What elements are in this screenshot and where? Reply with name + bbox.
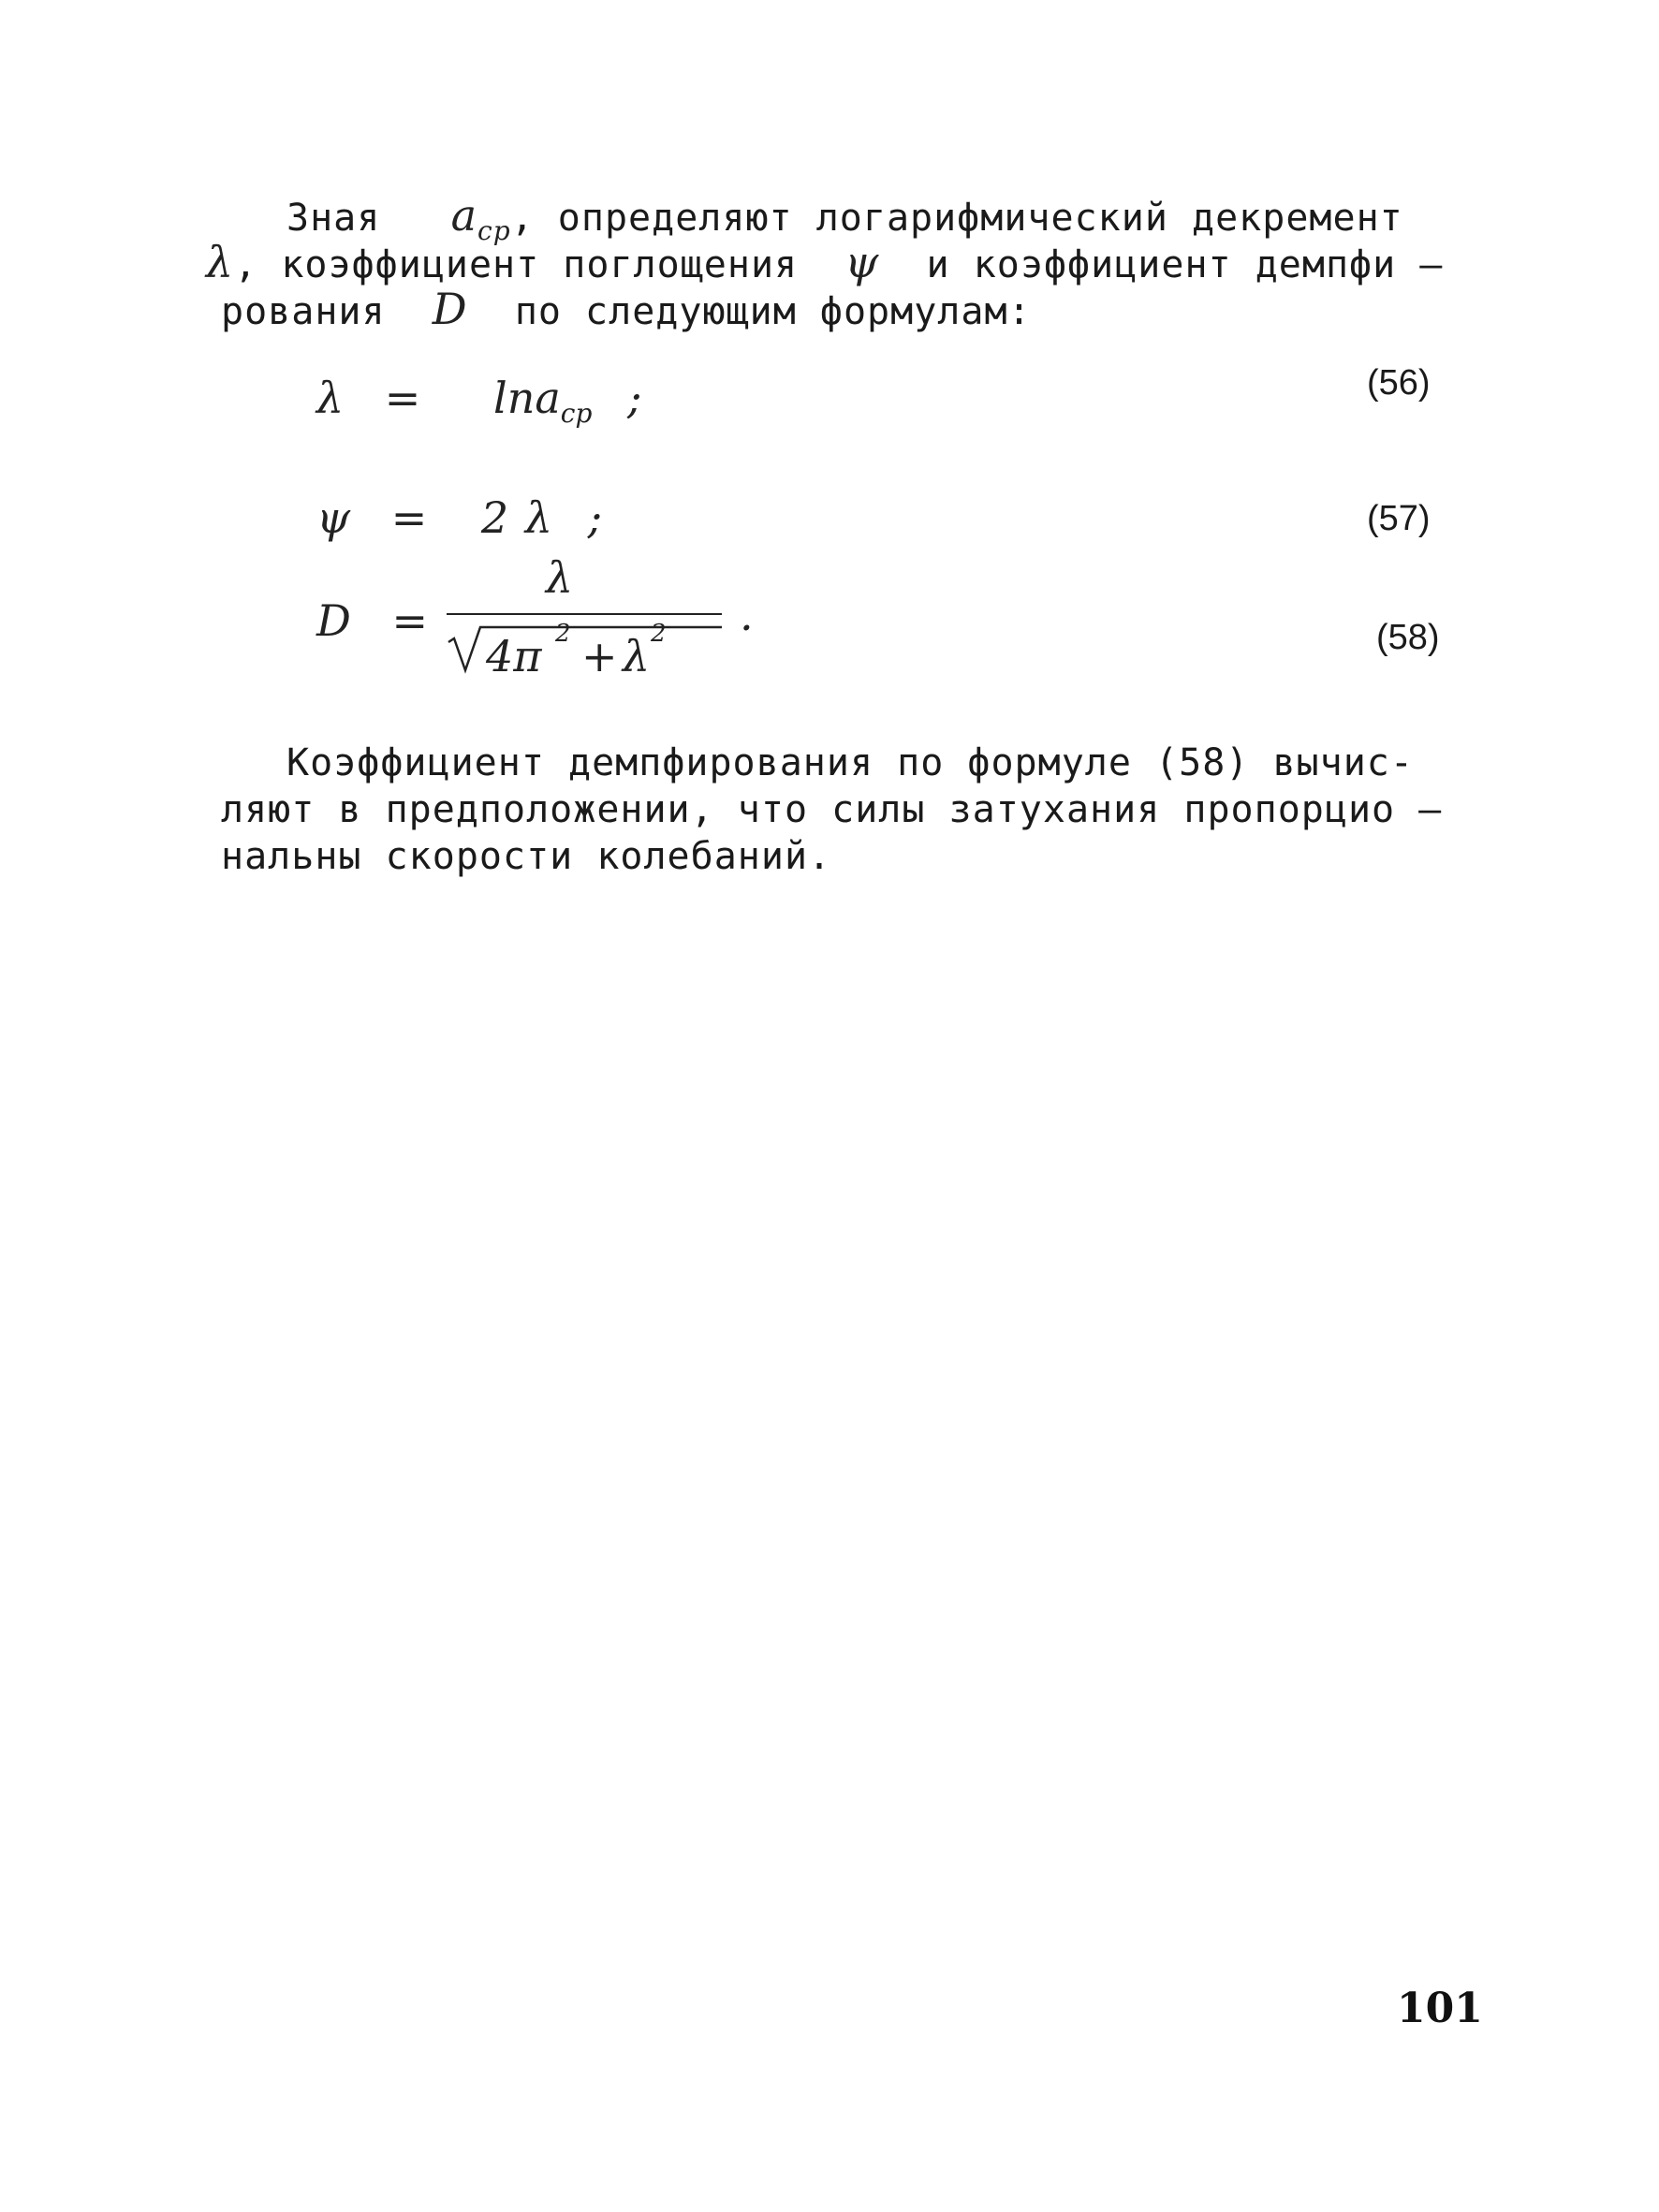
equation-57: [316, 492, 602, 543]
equation-58: [316, 595, 428, 646]
eq58-period: .: [740, 590, 754, 640]
damping-line-1: Коэффициент демпфирования по формуле (58) вычис-: [286, 741, 1414, 784]
equation-58-number: (58): [1376, 618, 1440, 657]
eq58-D: D: [316, 595, 351, 646]
eq58-equals: =: [391, 595, 429, 646]
eq57-semicolon: ;: [587, 492, 603, 543]
damping-line-2: ляют в предположении, что силы затухания пропорцио –: [221, 788, 1443, 831]
eq58-lambda-squared: 2: [651, 620, 667, 648]
symbol-lambda: λ: [206, 237, 235, 287]
intro-line-3-text: по следующим формулам:: [514, 290, 1032, 333]
symbol-a-avg: $a_{ср}$: [450, 190, 511, 246]
symbol-D: D: [432, 284, 468, 334]
intro-line-2-tail: и коэффициент демпфи –: [926, 243, 1444, 286]
intro-line-3: [221, 286, 1032, 335]
intro-line-1-text: , определяют логарифмический декремент: [510, 197, 1403, 240]
intro-line-3-start: рования: [221, 290, 386, 333]
eq56-lambda: λ: [316, 373, 345, 423]
eq58-lambda-denominator: λ: [623, 631, 651, 681]
eq57-psi: ψ: [316, 492, 351, 543]
eq58-numerator-lambda: λ: [546, 552, 574, 603]
equation-56: [316, 373, 642, 429]
eq56-a-sub: ср: [560, 398, 593, 429]
eq56-a: a: [535, 373, 561, 423]
intro-line-2-text: , коэффициент поглощения: [234, 243, 799, 286]
eq56-semicolon: ;: [627, 373, 642, 423]
page-number: 101: [1397, 1985, 1483, 2032]
eq58-fraction: [445, 552, 726, 683]
eq57-lambda: λ: [524, 492, 552, 543]
eq56-equals: =: [384, 373, 421, 423]
eq58-plus: +: [581, 631, 618, 681]
intro-word-knowing: Зная: [286, 197, 381, 240]
eq57-equals: =: [390, 492, 428, 543]
eq57-two: 2: [480, 492, 509, 543]
eq58-pi-squared: 2: [555, 620, 571, 648]
eq56-ln: ln: [492, 373, 536, 423]
intro-line-2: [206, 239, 1443, 288]
equation-56-number: (56): [1367, 363, 1431, 403]
equation-57-number: (57): [1367, 499, 1431, 538]
damping-line-3: нальны скорости колебаний.: [221, 835, 832, 878]
symbol-psi: ψ: [844, 237, 880, 287]
eq58-four-pi: 4π: [486, 631, 542, 681]
